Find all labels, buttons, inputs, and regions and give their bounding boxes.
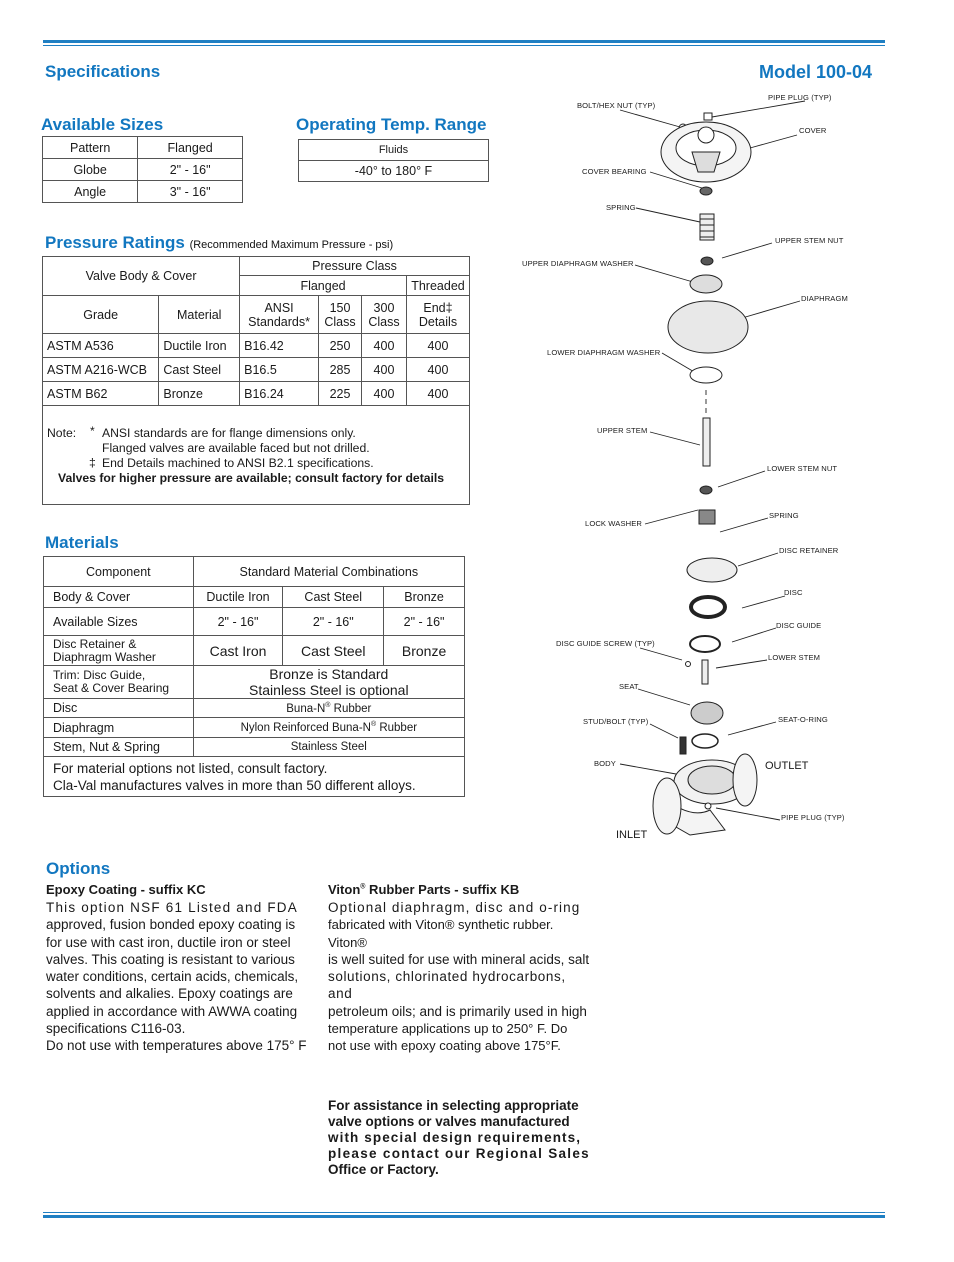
- label-upper-stem: UPPER STEM: [597, 426, 648, 435]
- cell-ansi: B16.24: [240, 382, 319, 406]
- note-line: Flanged valves are available faced but not drilled.: [102, 441, 370, 455]
- top-rule: [43, 40, 885, 46]
- label-disc: DISC: [784, 588, 803, 597]
- bottom-rule: [43, 1212, 885, 1218]
- note-label: Note:: [47, 426, 77, 440]
- header-300-class: 300 Class: [362, 296, 407, 334]
- header-combinations: Standard Material Combinations: [193, 557, 464, 587]
- label-lower-stem: LOWER STEM: [768, 653, 821, 662]
- table-row: Stem, Nut & Spring Stainless Steel: [44, 738, 465, 757]
- label-pipe-plug-top: PIPE PLUG (TYP): [768, 93, 832, 102]
- operating-temp-heading: Operating Temp. Range: [296, 115, 487, 134]
- label-pipe-plug-bottom: PIPE PLUG (TYP): [781, 813, 845, 822]
- sizes-cell: 2" - 16": [138, 159, 243, 181]
- label-cover-bearing: COVER BEARING: [582, 167, 647, 176]
- cell-grade: ASTM A216-WCB: [43, 358, 159, 382]
- temp-value: -40° to 180° F: [299, 161, 489, 182]
- header-pressure-class: Pressure Class: [240, 257, 470, 276]
- label-lower-stem-nut: LOWER STEM NUT: [767, 464, 838, 473]
- table-row: Body & Cover Ductile Iron Cast Steel Bronze: [44, 587, 465, 608]
- header-grade: Grade: [43, 296, 159, 334]
- label-disc-guide: DISC GUIDE: [776, 621, 822, 630]
- table-row: Disc Retainer & Diaphragm Washer Cast Iron Cast Steel Bronze: [44, 636, 465, 666]
- table-row: Diaphragm Nylon Reinforced Buna-N® Rubber: [44, 718, 465, 738]
- epoxy-title: Epoxy Coating - suffix KC: [46, 882, 206, 897]
- temp-header: Fluids: [299, 140, 489, 161]
- header-flanged: Flanged: [240, 276, 407, 296]
- note-line: ANSI standards are for flange dimensions only.: [102, 426, 356, 440]
- cell-300: 400: [362, 382, 407, 406]
- options-heading: Options: [46, 859, 111, 878]
- sizes-header-pattern: Pattern: [43, 137, 138, 159]
- cell-end: 400: [406, 334, 469, 358]
- cell-300: 400: [362, 334, 407, 358]
- label-spring-top: SPRING: [606, 203, 636, 212]
- cell-material: Bronze: [159, 382, 240, 406]
- sizes-cell: Angle: [43, 181, 138, 203]
- label-seat-o-ring: SEAT-O-RING: [778, 715, 828, 724]
- materials-heading: Materials: [45, 533, 119, 552]
- label-outlet: OUTLET: [765, 760, 809, 772]
- model-heading: Model 100-04: [759, 62, 873, 82]
- cell-300: 400: [362, 358, 407, 382]
- header-material: Material: [159, 296, 240, 334]
- label-upper-diaphragm-washer: UPPER DIAPHRAGM WASHER: [522, 259, 634, 268]
- note-star: *: [90, 424, 95, 438]
- viton-text: Optional diaphragm, disc and o-ring fabricated with Viton® synthetic rubber. Viton® is well suited for use with mineral acids, salt solutions, chlorinated hydrocarbons, and petroleum oils; and is primarily used in high temperature applications up to 250° F. Do not use with epoxy coating above 175°F.: [328, 900, 590, 1054]
- available-sizes-table: [42, 136, 243, 203]
- cell-material: Cast Steel: [159, 358, 240, 382]
- viton-title: Viton® Rubber Parts - suffix KB: [328, 882, 520, 897]
- label-disc-retainer: DISC RETAINER: [779, 546, 839, 555]
- specifications-heading: Specifications: [45, 62, 161, 81]
- label-disc-guide-screw: DISC GUIDE SCREW (TYP): [556, 639, 655, 648]
- cell-150: 225: [319, 382, 362, 406]
- label-lower-diaphragm-washer: LOWER DIAPHRAGM WASHER: [547, 348, 661, 357]
- table-row: [43, 334, 470, 358]
- table-row: [43, 358, 470, 382]
- header-end-details: End‡ Details: [406, 296, 469, 334]
- pressure-title: Pressure Ratings: [45, 233, 185, 252]
- sizes-cell: 3" - 16": [138, 181, 243, 203]
- assistance-text: For assistance in selecting appropriate valve options or valves manufactured with special design requirements, please contact our Regional Sales Office or Factory.: [328, 1098, 590, 1177]
- label-stud-bolt: STUD/BOLT (TYP): [583, 717, 649, 726]
- cell-ansi: B16.5: [240, 358, 319, 382]
- cell-end: 400: [406, 358, 469, 382]
- materials-footnote: For material options not listed, consult factory. Cla-Val manufactures valves in more than 50 different alloys.: [44, 757, 465, 797]
- cell-grade: ASTM B62: [43, 382, 159, 406]
- note-line: End Details machined to ANSI B2.1 specifications.: [102, 456, 374, 470]
- label-spring-lower: SPRING: [769, 511, 799, 520]
- pressure-ratings-heading: [45, 233, 393, 253]
- exploded-valve-diagram: [510, 85, 890, 845]
- label-body: BODY: [594, 759, 616, 768]
- pressure-notes: [43, 406, 470, 505]
- note-bold: Valves for higher pressure are available; consult factory for details: [58, 471, 445, 485]
- label-seat: SEAT: [619, 682, 639, 691]
- materials-table: [43, 556, 465, 797]
- pressure-subtitle: (Recommended Maximum Pressure - psi): [189, 239, 394, 251]
- sizes-header-flanged: Flanged: [138, 137, 243, 159]
- cell-ansi: B16.42: [240, 334, 319, 358]
- sizes-cell: Globe: [43, 159, 138, 181]
- cell-grade: ASTM A536: [43, 334, 159, 358]
- header-ansi: ANSI Standards*: [240, 296, 319, 334]
- label-diaphragm: DIAPHRAGM: [801, 294, 848, 303]
- operating-temp-table: [298, 139, 489, 182]
- label-inlet: INLET: [616, 829, 648, 841]
- label-upper-stem-nut: UPPER STEM NUT: [775, 236, 844, 245]
- header-threaded: Threaded: [406, 276, 469, 296]
- label-bolt-hex-nut: BOLT/HEX NUT (TYP): [577, 101, 656, 110]
- cell-150: 250: [319, 334, 362, 358]
- cell-150: 285: [319, 358, 362, 382]
- table-row: Disc Buna-N® Rubber: [44, 699, 465, 718]
- label-lock-washer: LOCK WASHER: [585, 519, 642, 528]
- header-body-cover: Valve Body & Cover: [43, 257, 240, 296]
- epoxy-text: This option NSF 61 Listed and FDA approved, fusion bonded epoxy coating is for use with cast iron, ductile iron or steel valves. This coating is resistant to various water conditions, certain acids, chemicals, solvents and alkalies. Epoxy coatings are applied in accordance with AWWA coating specifications C116-03. Do not use with temperatures above 175° F: [46, 900, 307, 1054]
- cell-end: 400: [406, 382, 469, 406]
- available-sizes-heading: Available Sizes: [41, 115, 164, 134]
- header-component: Component: [44, 557, 194, 587]
- table-row: [43, 382, 470, 406]
- note-dagger: ‡: [89, 456, 96, 470]
- table-row: Available Sizes 2" - 16" 2" - 16" 2" - 16": [44, 608, 465, 636]
- table-row: Trim: Disc Guide, Seat & Cover Bearing Bronze is Standard Stainless Steel is optional: [44, 666, 465, 699]
- label-cover: COVER: [799, 126, 827, 135]
- cell-material: Ductile Iron: [159, 334, 240, 358]
- header-150-class: 150 Class: [319, 296, 362, 334]
- pressure-ratings-table: [42, 256, 470, 505]
